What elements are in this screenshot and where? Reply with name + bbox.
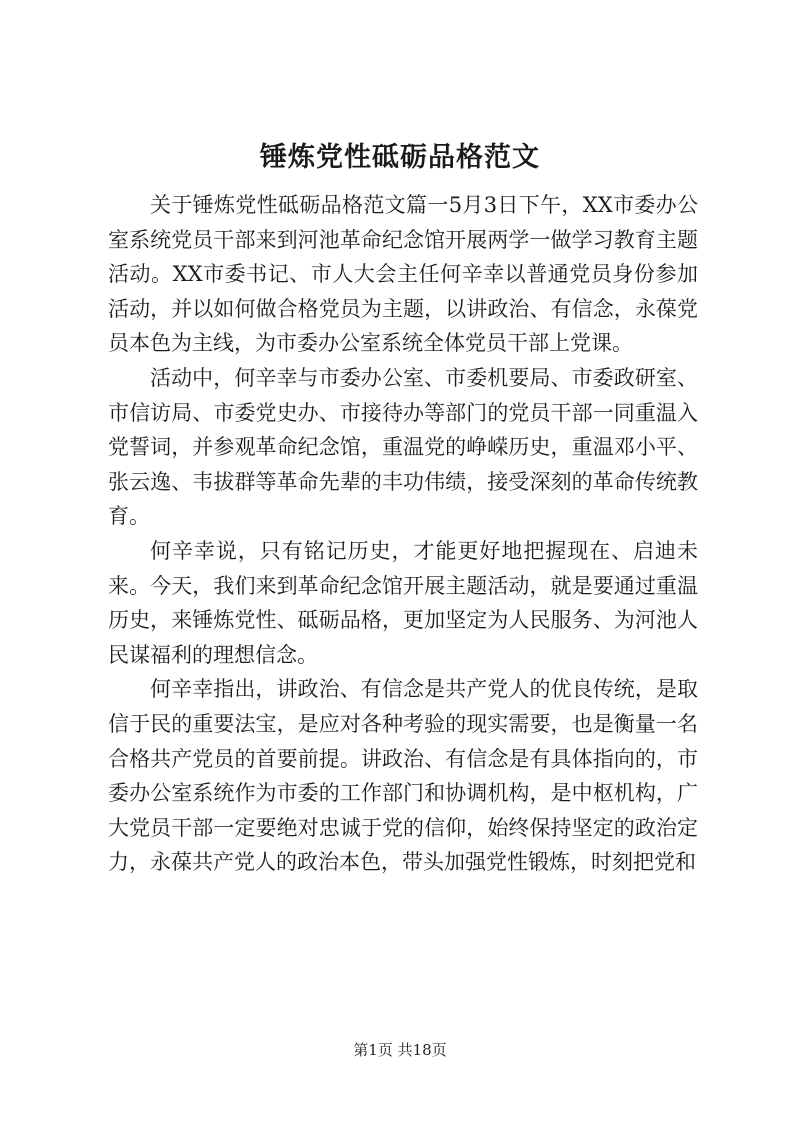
paragraph-4: 何辛幸指出，讲政治、有信念是共产党人的优良传统，是取信于民的重要法宝，是应对各种考验的现实需要，也是衡量一名合格共产党员的首要前提。讲政治、有信念是有具体指向的，市委办公室系统作为市委的工作部门和协调机构，是中枢机构，广大党员干部一定要绝对忠诚于党的信仰，始终保持坚定的政治定力，永葆共产党人的政治本色，带头加强党性锻炼，时刻把党和 xyxy=(108,677,698,875)
page-number: 第1页 共18页 xyxy=(353,1041,447,1059)
document-body xyxy=(108,188,698,880)
paragraph-2: 活动中，何辛幸与市委办公室、市委机要局、市委政研室、市信访局、市委党史办、市接待办等部门的党员干部一同重温入党誓词，并参观革命纪念馆，重温党的峥嵘历史，重温邓小平、张云逸、韦拔群等革命先辈的丰功伟绩，接受深刻的革命传统教育。 xyxy=(108,365,698,529)
paragraph-3: 何辛幸说，只有铭记历史，才能更好地把握现在、启迪未来。今天，我们来到革命纪念馆开展主题活动，就是要通过重温历史，来锤炼党性、砥砺品格，更加坚定为人民服务、为河池人民谋福利的理想信念。 xyxy=(108,538,698,667)
document-title: 锤炼党性砥砺品格范文 xyxy=(260,142,540,173)
paragraph-1: 关于锤炼党性砥砺品格范文篇一5月3日下午，XX市委办公室系统党员干部来到河池革命纪念馆开展两学一做学习教育主题活动。XX市委书记、市人大会主任何辛幸以普通党员身份参加活动，并以如何做合格党员为主题，以讲政治、有信念，永葆党员本色为主线，为市委办公室系统全体党员干部上党课。 xyxy=(108,193,698,356)
